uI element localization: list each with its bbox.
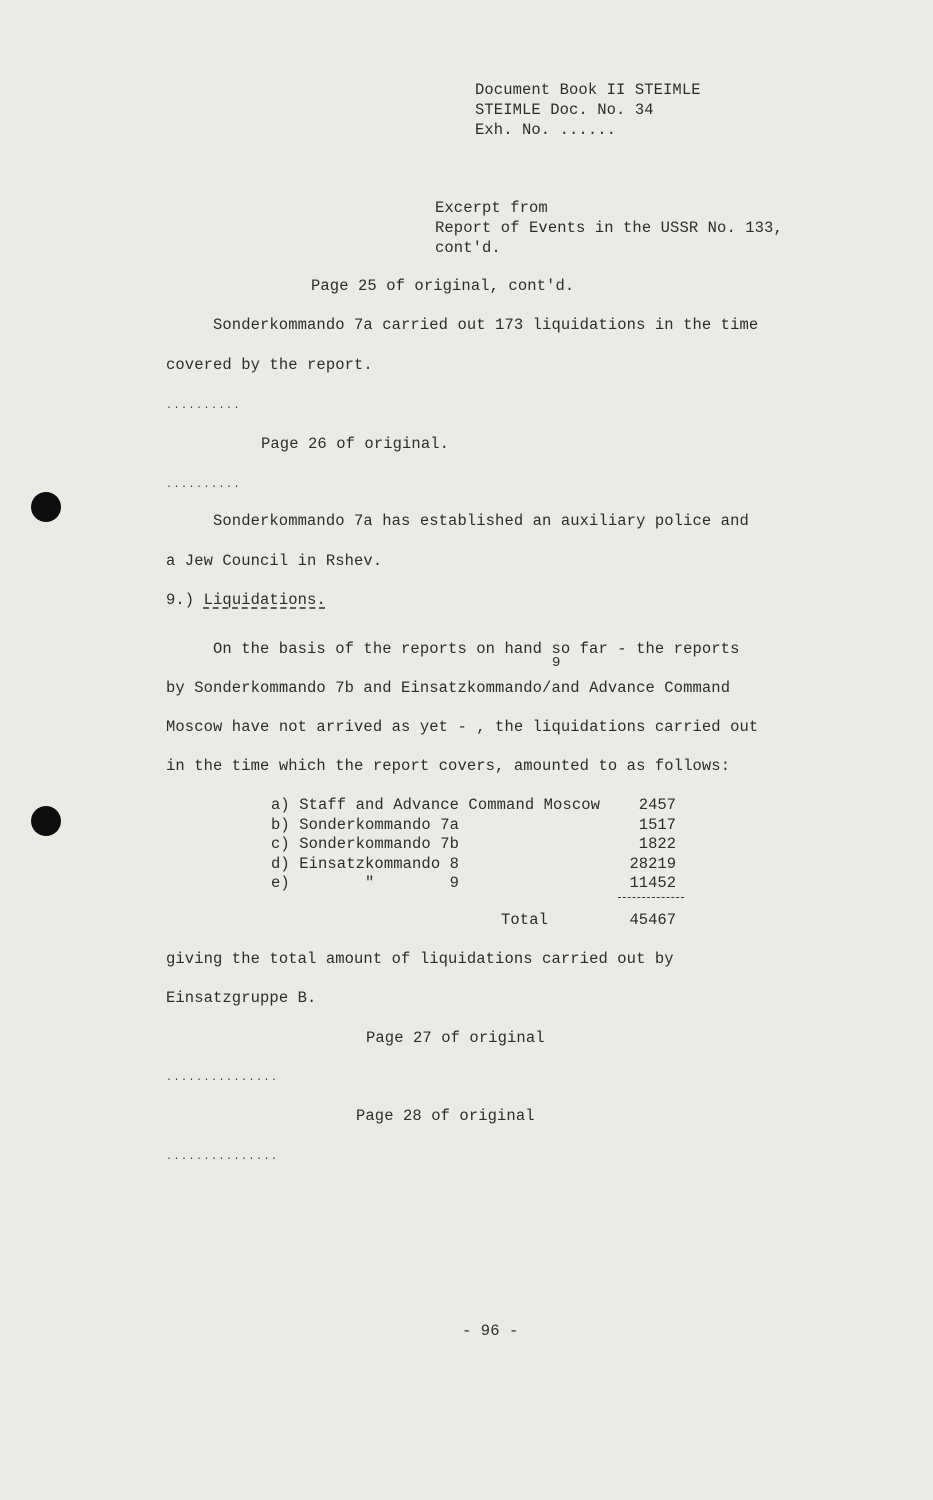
punch-hole-bottom: [31, 806, 61, 836]
page-28-heading: Page 28 of original: [356, 1107, 535, 1125]
omission-dots-4: ...............: [166, 1152, 279, 1163]
omission-dots-1: ..........: [166, 401, 242, 412]
paragraph-3-line-4: in the time which the report covers, amounted to as follows:: [166, 757, 731, 775]
handwritten-insert-9: 9: [552, 655, 561, 671]
excerpt-contd: cont'd.: [435, 239, 501, 257]
paragraph-2-line-2: a Jew Council in Rshev.: [166, 552, 383, 570]
omission-dots-2: ..........: [166, 480, 242, 491]
section-heading: [166, 591, 326, 610]
paragraph-3-line-3: Moscow have not arrived as yet - , the liquidations carried out: [166, 718, 759, 736]
paragraph-1-line-1: Sonderkommando 7a carried out 173 liquidations in the time: [213, 316, 759, 334]
excerpt-report-title: Report of Events in the USSR No. 133,: [435, 219, 783, 237]
section-title: Liquidations.: [203, 591, 326, 609]
paragraph-2-line-1: Sonderkommando 7a has established an auxiliary police and: [213, 512, 749, 530]
table-row-value-c: 1822: [638, 835, 676, 853]
punch-hole-top: [31, 492, 61, 522]
paragraph-4-line-2: Einsatzgruppe B.: [166, 989, 317, 1007]
table-row-label-a: a) Staff and Advance Command Moscow: [271, 796, 601, 814]
paragraph-1-line-2: covered by the report.: [166, 356, 373, 374]
page-number: - 96 -: [462, 1322, 519, 1340]
table-row-label-e: e) " 9: [271, 874, 460, 892]
table-row-value-d: 28219: [629, 855, 676, 873]
table-total-label: Total: [501, 911, 549, 929]
total-rule: [618, 897, 684, 898]
omission-dots-3: ...............: [166, 1073, 279, 1084]
header-exhibit-number: Exh. No. ......: [475, 121, 617, 139]
table-row-value-e: 11452: [629, 874, 676, 892]
paragraph-4-line-1: giving the total amount of liquidations carried out by: [166, 950, 674, 968]
table-row-value-b: 1517: [638, 816, 676, 834]
section-number: 9.): [166, 591, 195, 609]
table-row-label-b: b) Sonderkommando 7a: [271, 816, 460, 834]
page-27-heading: Page 27 of original: [366, 1029, 545, 1047]
paragraph-3-line-1: On the basis of the reports on hand so far - the reports: [213, 640, 740, 658]
table-row-value-a: 2457: [638, 796, 676, 814]
header-doc-number: STEIMLE Doc. No. 34: [475, 101, 654, 119]
page-25-heading: Page 25 of original, cont'd.: [311, 277, 575, 295]
page-26-heading: Page 26 of original.: [261, 435, 450, 453]
header-doc-book: Document Book II STEIMLE: [475, 81, 701, 99]
table-row-label-d: d) Einsatzkommando 8: [271, 855, 460, 873]
table-row-label-c: c) Sonderkommando 7b: [271, 835, 460, 853]
table-total-value: 45467: [629, 911, 676, 929]
excerpt-from: Excerpt from: [435, 199, 548, 217]
paragraph-3-line-2: by Sonderkommando 7b and Einsatzkommando/and Advance Command: [166, 679, 731, 697]
